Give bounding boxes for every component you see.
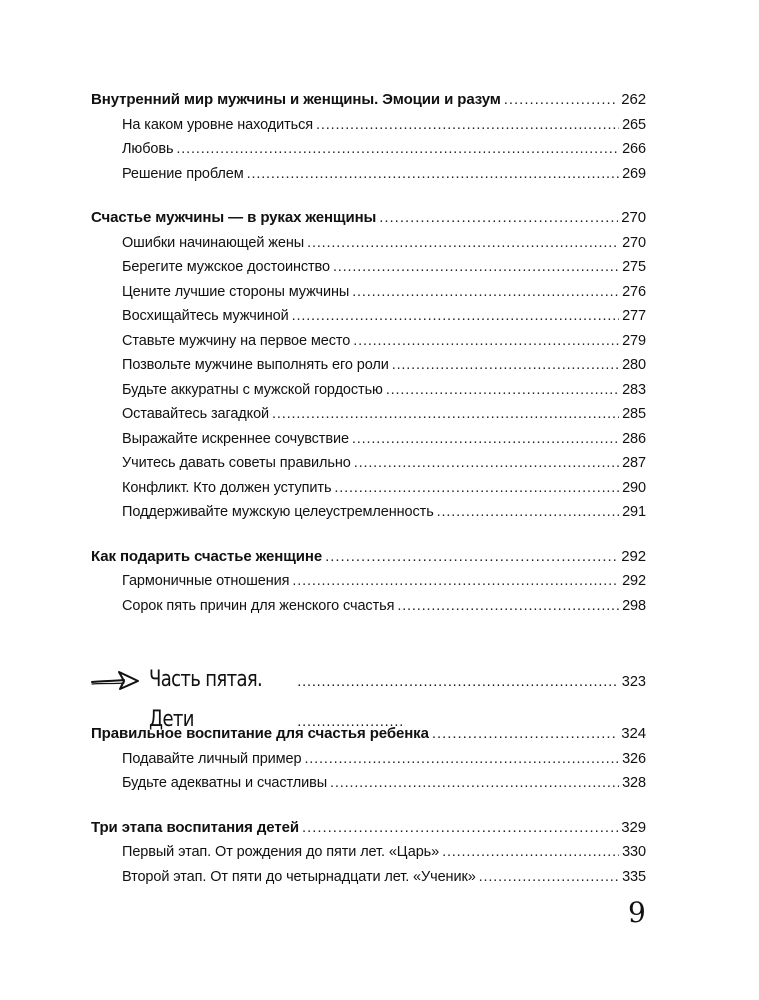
toc-entry[interactable] [91,569,646,594]
toc-entry-page: 335 [622,868,646,885]
toc-chapter-title: Как подарить счастье женщине [91,547,323,565]
toc-entry-page: 326 [622,750,646,767]
leader-dots [504,88,618,113]
leader-dots [292,304,619,329]
leader-dots [247,162,619,187]
toc-entry-title: Сорок пять причин для женского счастья [122,597,395,614]
toc-entry-title: Второй этап. От пяти до четырнадцати лет. «Ученик» [122,868,476,885]
toc-entry-title: Подавайте личный пример [122,750,302,767]
toc-entry[interactable] [91,162,646,187]
leader-dots [307,231,619,256]
toc-chapter-page: 329 [621,818,646,836]
leader-dots [302,816,618,841]
toc-section [91,206,646,525]
toc-entry-title: Берегите мужское достоинство [122,259,330,275]
toc-entry[interactable] [91,255,646,280]
toc-entry-page: 283 [622,381,646,398]
toc-entry[interactable] [91,427,646,452]
leader-dots [316,113,619,138]
toc-chapter[interactable] [91,88,646,113]
toc-entry-title: Первый этап. От рождения до пяти лет. «Царь» [122,844,440,860]
toc-entry-page: 285 [622,406,646,422]
leader-dots [292,569,619,594]
leader-dots [479,865,619,890]
toc-chapter-page: 324 [621,725,646,742]
toc-entry-page: 330 [622,844,646,860]
table-of-contents [91,88,646,909]
toc-entry-title: Учитесь давать советы правильно [122,455,351,471]
toc-entry[interactable] [91,304,646,329]
toc-entry-title: Ставьте мужчину на первое место [122,332,351,349]
toc-chapter-page: 270 [621,209,646,226]
toc-entry-page: 298 [622,597,646,614]
toc-section [91,88,646,186]
toc-entry[interactable] [91,280,646,305]
toc-entry[interactable] [91,329,646,354]
toc-chapter[interactable] [91,206,646,231]
toc-entry-page: 275 [622,259,646,275]
toc-chapter-title: Правильное воспитание для счастья ребенка [91,725,429,742]
toc-entry[interactable] [91,113,646,138]
leader-dots [354,451,619,476]
toc-entry-title: Будьте адекватны и счастливы [122,775,328,791]
toc-chapter[interactable] [91,816,646,841]
toc-entry-page: 290 [622,479,646,496]
leader-dots [272,402,619,427]
toc-sections-top [91,88,646,618]
toc-entry-page: 280 [622,357,646,373]
toc-entry-page: 269 [622,165,646,182]
toc-entry-page: 286 [622,430,646,447]
toc-entry[interactable] [91,378,646,403]
leader-dots [176,137,619,162]
toc-chapter-page: 292 [621,547,646,565]
toc-section [91,545,646,619]
toc-chapter-title: Счастье мужчины — в руках женщины [91,209,377,226]
toc-entry-title: Оставайтесь загадкой [122,406,270,422]
toc-chapter[interactable] [91,545,646,570]
leader-dots [325,545,618,570]
leader-dots [386,378,619,403]
toc-entry-title: Конфликт. Кто должен уступить [122,479,332,496]
leader-dots [392,353,619,378]
leader-dots [333,255,619,280]
leader-dots [352,427,619,452]
toc-entry-title: Ошибки начинающей жены [122,234,305,251]
toc-entry-title: Гармоничные отношения [122,573,290,589]
toc-entry-title: Цените лучшие стороны мужчины [122,283,350,300]
toc-chapter-title: Три этапа воспитания детей [91,818,299,836]
toc-entry-page: 328 [622,775,646,791]
leader-dots [379,206,618,231]
toc-entry[interactable] [91,771,646,796]
arrow-icon [91,669,141,691]
toc-entry-title: На каком уровне находиться [122,116,314,133]
toc-entry-page: 277 [622,308,646,324]
toc-entry-page: 270 [622,234,646,251]
leader-dots [334,476,619,501]
part-title: Часть пятая. Дети [149,667,263,732]
leader-dots [330,771,619,796]
toc-chapter-title: Внутренний мир мужчины и женщины. Эмоции и разум [91,91,501,108]
toc-entry-page: 291 [622,504,646,520]
leader-dots [352,280,619,305]
toc-entry-page: 292 [622,573,646,589]
toc-entry-title: Решение проблем [122,165,244,182]
toc-entry[interactable] [91,231,646,256]
toc-entry-title: Будьте аккуратны с мужской гордостью [122,381,383,398]
toc-entry-title: Поддерживайте мужскую целеустремленность [122,504,434,520]
toc-entry[interactable] [91,402,646,427]
toc-entry-page: 276 [622,283,646,300]
leader-dots [353,329,619,354]
toc-entry[interactable] [91,476,646,501]
toc-chapter-page: 262 [621,91,646,108]
toc-entry-title: Выражайте искреннее сочувствие [122,430,349,447]
leader-dots [397,594,619,619]
toc-entry-page: 266 [622,141,646,157]
leader-dots [442,840,619,865]
toc-entry-title: Позвольте мужчине выполнять его роли [122,357,389,373]
toc-entry[interactable] [91,353,646,378]
toc-sections-bottom [91,722,646,889]
leader-dots [432,722,618,747]
toc-entry-title: Восхищайтесь мужчиной [122,308,289,324]
part-page: 323 [621,674,646,690]
toc-section [91,816,646,890]
toc-entry[interactable] [91,594,646,619]
toc-entry-title: Любовь [122,141,174,157]
leader-dots [437,500,619,525]
page-number: 9 [628,896,646,929]
toc-entry[interactable] [91,500,646,525]
part-heading [91,660,646,732]
toc-entry[interactable] [91,451,646,476]
leader-dots [304,747,619,772]
toc-entry-page: 279 [622,332,646,349]
toc-entry-page: 287 [622,455,646,471]
toc-entry[interactable] [91,840,646,865]
toc-entry[interactable] [91,747,646,772]
toc-entry[interactable] [91,137,646,162]
toc-entry[interactable] [91,865,646,890]
toc-entry-page: 265 [622,116,646,133]
